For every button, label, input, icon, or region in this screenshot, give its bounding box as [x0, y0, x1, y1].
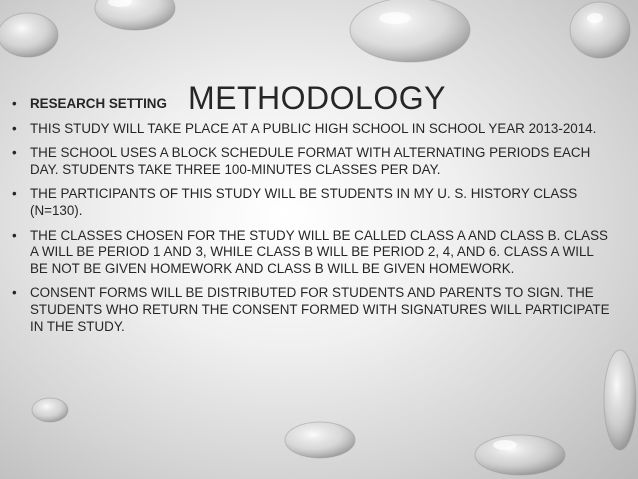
bullet-icon: • — [12, 145, 17, 161]
bullet-item — [12, 285, 612, 335]
bullet-item — [12, 121, 612, 138]
bullet-text: THE CLASSES CHOSEN FOR THE STUDY WILL BE CALLED CLASS A AND CLASS B. CLASS A WILL BE PERIOD 1 AND 3, WHILE CLASS B WILL BE PERIOD 2, 4, AND 6. CLASS A WILL BE NOT BE GIVEN HOMEWORK AND CLASS B WILL BE GIVEN HOMEWORK. — [30, 227, 608, 276]
bullet-icon: • — [12, 96, 17, 111]
bullet-text: THE PARTICIPANTS OF THIS STUDY WILL BE STUDENTS IN MY U. S. HISTORY CLASS (N=130). — [30, 186, 578, 218]
bullet-item — [12, 228, 612, 278]
bullet-icon: • — [12, 285, 17, 301]
bullet-icon: • — [12, 227, 17, 243]
bullet-text: THIS STUDY WILL TAKE PLACE AT A PUBLIC HIGH SCHOOL IN SCHOOL YEAR 2013-2014. — [30, 120, 597, 136]
slide-title: METHODOLOGY — [188, 80, 446, 116]
bullet-item — [12, 96, 612, 113]
bullet-text: RESEARCH SETTING — [30, 96, 167, 111]
bullet-list — [12, 96, 612, 343]
bullet-icon: • — [12, 120, 17, 136]
bullet-icon: • — [12, 186, 17, 202]
bullet-text: THE SCHOOL USES A BLOCK SCHEDULE FORMAT WITH ALTERNATING PERIODS EACH DAY. STUDENTS TAKE THREE 100-MINUTES CLASSES PER DAY. — [30, 145, 591, 177]
bullet-item — [12, 186, 612, 219]
bullet-item — [12, 145, 612, 178]
bullet-text: CONSENT FORMS WILL BE DISTRIBUTED FOR STUDENTS AND PARENTS TO SIGN. THE STUDENTS WHO RETURN THE CONSENT FORMED WITH SIGNATURES WILL PARTICIPATE IN THE STUDY. — [30, 285, 610, 334]
